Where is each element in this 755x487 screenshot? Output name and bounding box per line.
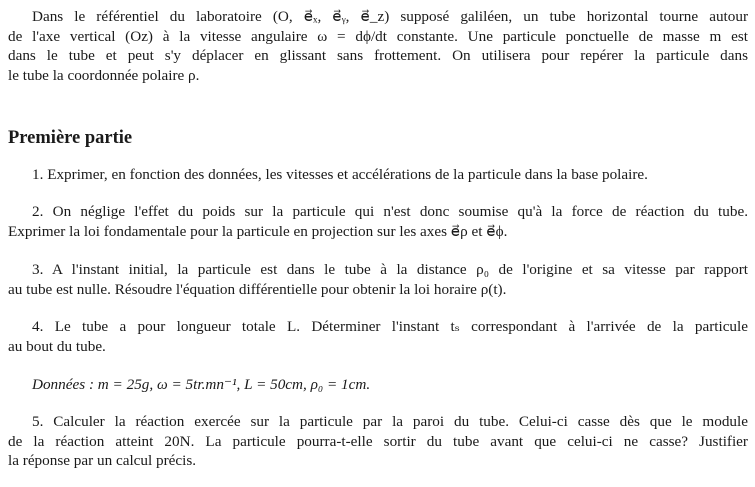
- text-line: 4. Le tube a pour longueur totale L. Déterminer l'instant tₛ correspondant à l'arrivée de la particule: [32, 318, 748, 335]
- text-line: dans le tube et peut s'y déplacer en glissant sans frottement. On utilisera pour repérer la particule dans: [8, 47, 748, 65]
- text-line: la réponse par un calcul précis.: [8, 452, 197, 470]
- text-line: le tube la coordonnée polaire ρ.: [8, 66, 200, 84]
- text-line: 2. On néglige l'effet du poids sur la particule qui n'est donc soumise qu'à la force de réaction du tube.: [32, 203, 748, 220]
- text-line: 3. A l'instant initial, la particule est dans le tube à la distance ρ₀ de l'origine et sa vitesse par rapport: [32, 261, 748, 278]
- text-line: au tube est nulle. Résoudre l'équation différentielle pour obtenir la loi horaire ρ(t).: [8, 280, 507, 298]
- donnees: [8, 375, 748, 395]
- question-2: [8, 202, 748, 241]
- text-line: 1. Exprimer, en fonction des données, les vitesses et accélérations de la particule dans la base polaire.: [32, 166, 648, 183]
- question-1: [8, 165, 748, 185]
- text-line: Dans le référentiel du laboratoire (O, e⃗ₓ, e⃗ᵧ, e⃗_z) supposé galiléen, un tube horizontal tourne autour: [32, 8, 748, 25]
- text-line: Exprimer la loi fondamentale pour la particule en projection sur les axes e⃗ρ et e⃗ϕ.: [8, 222, 508, 240]
- question-4: [8, 317, 748, 356]
- question-3: [8, 260, 748, 299]
- section-title: Première partie: [8, 128, 133, 148]
- question-5: [8, 412, 748, 471]
- text-line: au bout du tube.: [8, 337, 106, 355]
- text-line: 5. Calculer la réaction exercée sur la particule par la paroi du tube. Celui-ci casse dès que le module: [32, 413, 748, 430]
- text-line: Données : m = 25g, ω = 5tr.mn⁻¹, L = 50cm, ρ₀ = 1cm.: [32, 376, 371, 393]
- intro-paragraph: [8, 7, 748, 85]
- text-line: de l'axe vertical (Oz) à la vitesse angulaire ω = dϕ/dt constante. Une particule ponctuelle de masse m est: [8, 27, 748, 45]
- text-line: de la réaction atteint 20N. La particule pourra-t-elle sortir du tube avant que celui-ci ne casse? Justifier: [8, 432, 748, 450]
